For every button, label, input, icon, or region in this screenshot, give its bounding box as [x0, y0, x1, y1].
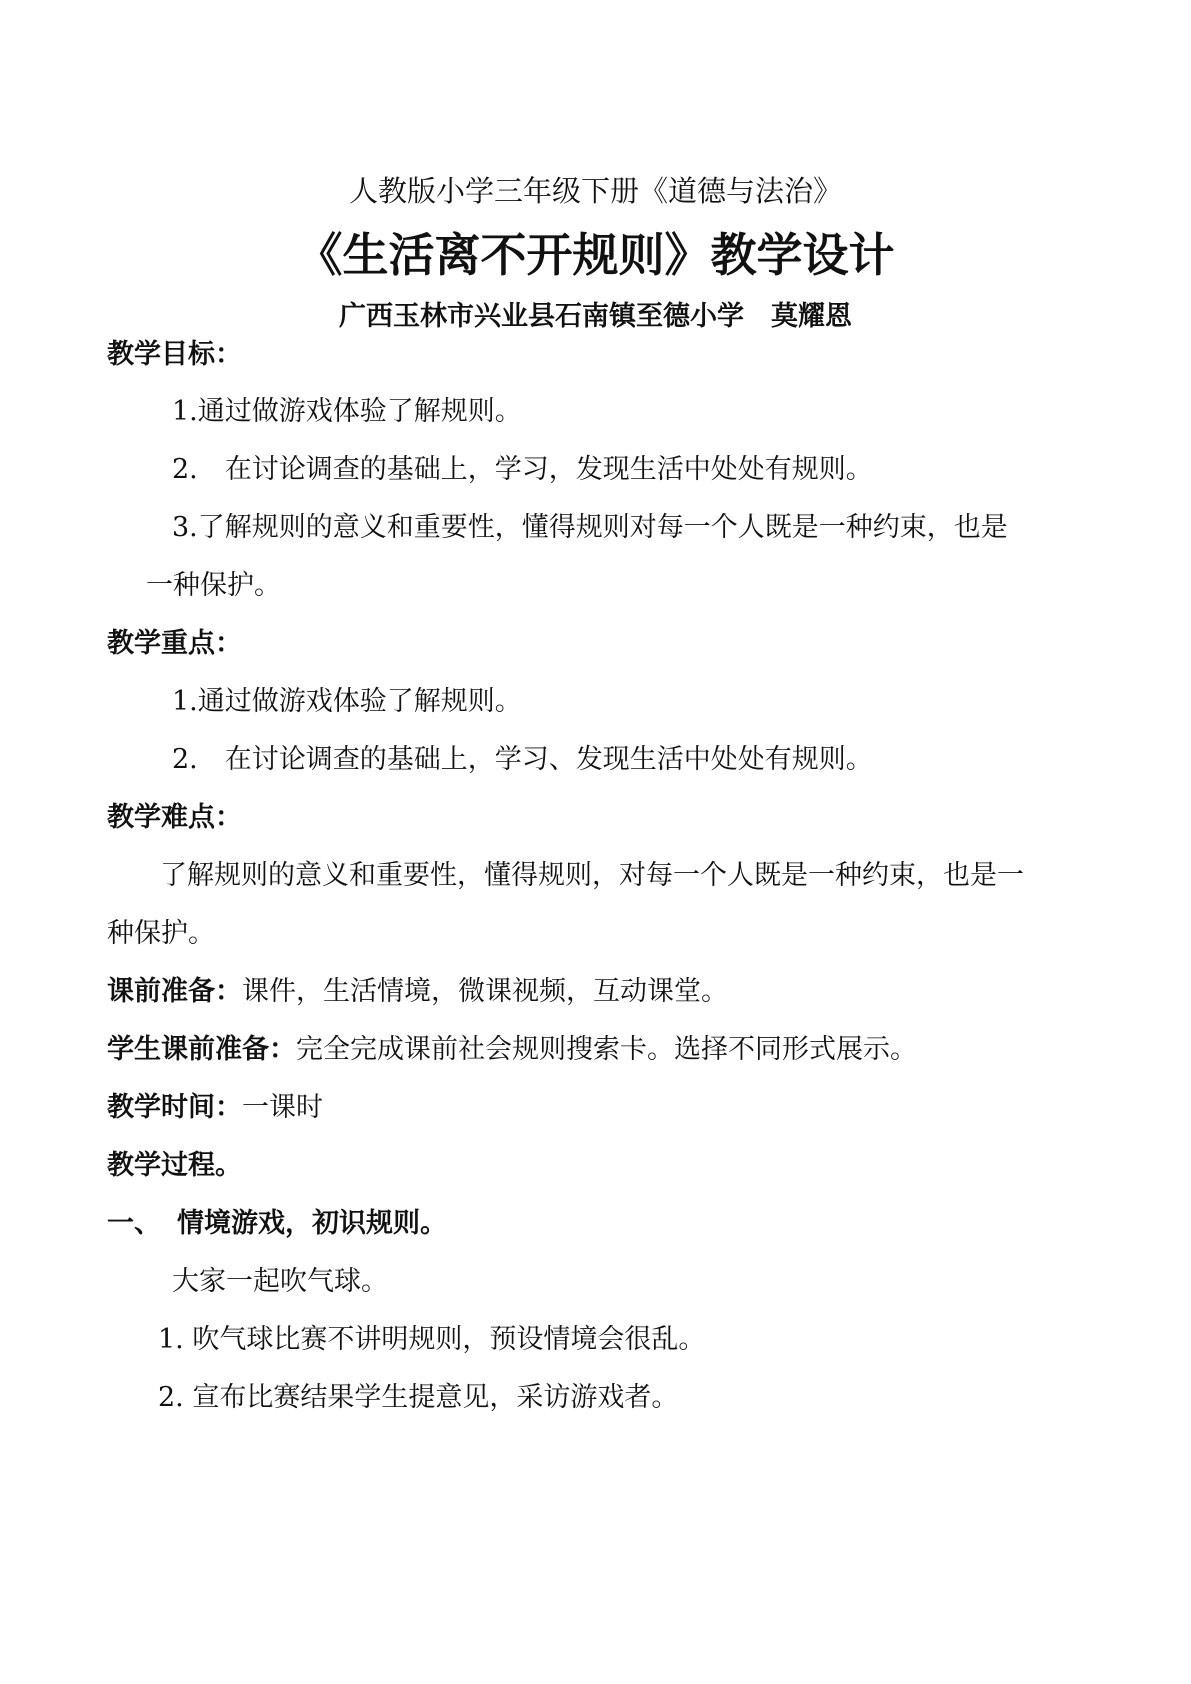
- student-preparation-row: [107, 1036, 917, 1063]
- student-preparation-label: 学生课前准备：: [107, 1034, 296, 1065]
- time-row: [107, 1094, 323, 1121]
- objective-item-continued: 一种保护。: [146, 570, 281, 601]
- key-point-item: 1.通过做游戏体验了解规则。: [172, 686, 522, 717]
- preparation-row: [107, 978, 728, 1005]
- student-preparation-value: 完全完成课前社会规则搜索卡。选择不同形式展示。: [296, 1034, 917, 1065]
- document-author: 广西玉林市兴业县石南镇至德小学 莫耀恩: [339, 301, 852, 332]
- difficulties-line: 了解规则的意义和重要性，懂得规则，对每一个人既是一种约束，也是一: [160, 860, 1024, 891]
- key-point-item: 2. 在讨论调查的基础上，学习、发现生活中处处有规则。: [172, 744, 873, 775]
- time-value: 一课时: [242, 1092, 323, 1123]
- section-item: 1. 吹气球比赛不讲明规则，预设情境会很乱。: [158, 1324, 706, 1355]
- preparation-value: 课件，生活情境，微课视频，互动课堂。: [242, 976, 728, 1007]
- time-label: 教学时间：: [107, 1092, 242, 1123]
- process-heading: 教学过程。: [107, 1150, 242, 1181]
- document-subtitle: 人教版小学三年级下册《道德与法治》: [348, 174, 842, 208]
- objectives-heading: 教学目标：: [107, 339, 242, 370]
- section-title: 情境游戏，初识规则。: [177, 1208, 447, 1239]
- section-item: 2. 宣布比赛结果学生提意见，采访游戏者。: [158, 1382, 679, 1413]
- objective-item: 1.通过做游戏体验了解规则。: [172, 396, 522, 427]
- objective-item: 3.了解规则的意义和重要性，懂得规则对每一个人既是一种约束，也是: [172, 512, 1008, 543]
- objective-item: 2. 在讨论调查的基础上，学习，发现生活中处处有规则。: [172, 454, 873, 485]
- difficulties-heading: 教学难点：: [107, 802, 242, 833]
- document-title: 《生活离不开规则》教学设计: [296, 228, 895, 282]
- section-intro: 大家一起吹气球。: [172, 1266, 388, 1297]
- key-points-heading: 教学重点：: [107, 628, 242, 659]
- section-number: 一、: [107, 1208, 161, 1239]
- section-heading: [107, 1210, 447, 1237]
- preparation-label: 课前准备：: [107, 976, 242, 1007]
- difficulties-line-continued: 种保护。: [107, 918, 215, 949]
